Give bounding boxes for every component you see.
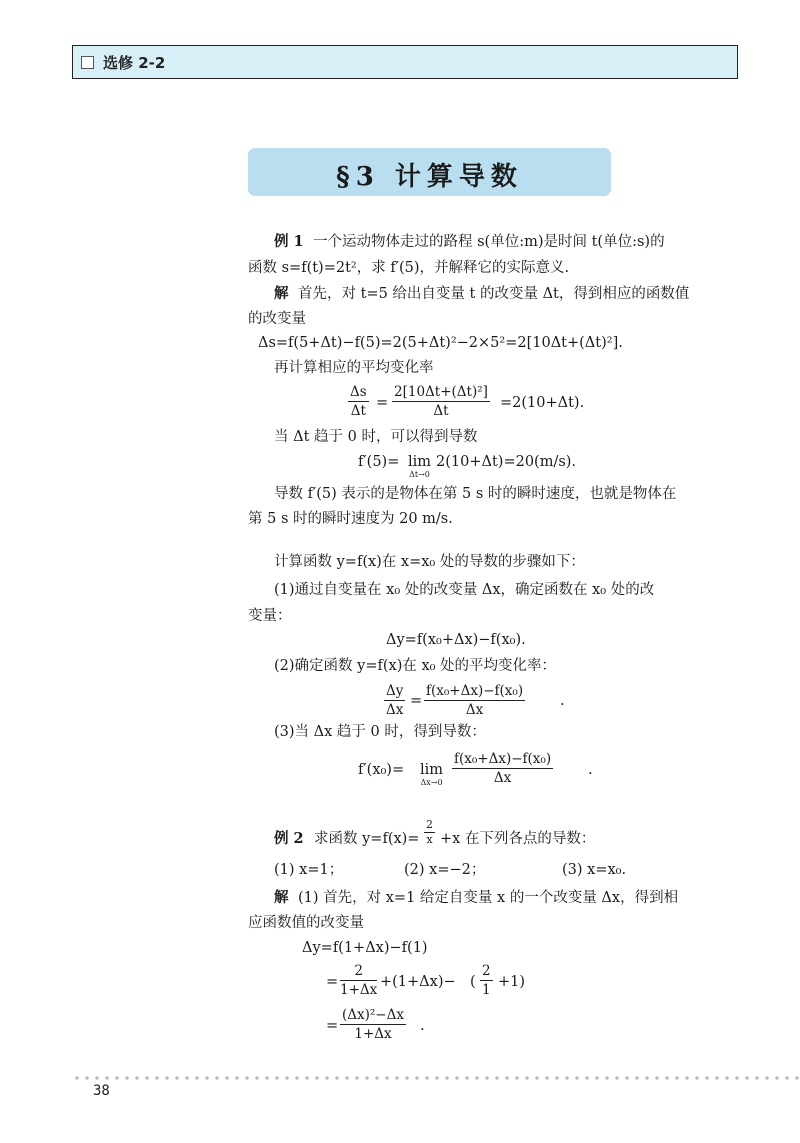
solution-2-eq3-equals: = (326, 1018, 339, 1034)
solution-2-equation-1: Δy=f(1+Δx)−f(1) (302, 940, 428, 956)
example-2-label: 例 2 (274, 830, 304, 847)
solution-1-line-5: 当 Δt 趋于 0 时，可以得到导数 (274, 429, 478, 445)
equals-sign: = (376, 395, 389, 411)
step-1-equation: Δy=f(x₀+Δx)−f(x₀). (386, 632, 526, 648)
step-2-line: (2)确定函数 y=f(x)在 x₀ 处的平均变化率： (274, 658, 557, 674)
fraction-ds-dt: $\frac{\Delta s}{\Delta t}$ (350, 384, 367, 419)
running-header (72, 45, 738, 79)
solution-1-line-2: 的改变量 (248, 311, 306, 327)
example-2-option-2: (2) x=−2； (404, 862, 486, 878)
example-2-line-1a: 求函数 y=f(x)= (314, 831, 420, 847)
header-square-icon (81, 56, 94, 69)
fraction-2-over-x: $\frac{2}{x}$ (426, 818, 433, 846)
example-2-option-1: (1) x=1； (274, 862, 344, 878)
fraction-difference-quotient: $\frac{\text{f(x₀+Δx)−f(x₀)}}{\Delta x}$ (426, 683, 524, 718)
example-1-label: 例 1 (274, 233, 304, 250)
equals-sign-2: = (410, 693, 423, 709)
limit-2-operator: lim Δx→0 (420, 762, 444, 787)
limit-1-left: f′(5)= (358, 454, 400, 470)
solution-2-eq2-end: +1) (498, 974, 526, 990)
example-1-line-2: 函数 s=f(t)=2t²，求 f′(5)，并解释它的实际意义. (248, 260, 570, 276)
solution-1-line-4: 再计算相应的平均变化率 (274, 360, 434, 376)
solution-1-line-7: 第 5 s 时的瞬时速度为 20 m/s. (248, 511, 453, 527)
fraction-average-rate: $\frac{\text{2[10Δt+(Δt)²]}}{\Delta t}$ (394, 384, 488, 419)
solution-2-line-2: 应函数值的改变量 (248, 915, 364, 931)
example-1-line-1: 一个运动物体走过的路程 s(单位:m)是时间 t(单位:s)的 (313, 234, 665, 250)
solution-2-eq2-open-paren: ( (470, 974, 476, 990)
solution-2-eq2-equals: = (326, 974, 339, 990)
footer-dotted-rule (72, 1076, 800, 1080)
example-2-line-1b: +x 在下列各点的导数： (440, 831, 596, 847)
fraction-derivative-limit: $\frac{\text{f(x₀+Δx)−f(x₀)}}{\Delta x}$ (454, 751, 552, 786)
fraction-2-over-1: $\frac{2}{1}$ (482, 963, 491, 998)
step-3-line: (3)当 Δx 趋于 0 时，得到导数： (274, 724, 486, 740)
step-1-line-1: (1)通过自变量在 x₀ 处的改变量 Δx，确定函数在 x₀ 处的改 (274, 582, 655, 598)
solution-1-line-6: 导数 f′(5) 表示的是物体在第 5 s 时的瞬时速度，也就是物体在 (274, 486, 677, 502)
solution-2-line-1: (1) 首先，对 x=1 给定自变量 x 的一个改变量 Δx，得到相 (298, 890, 679, 906)
period-2: . (588, 762, 593, 778)
fraction-2-over-1-plus-dx: $\frac{2}{1+\Delta x}$ (340, 963, 378, 998)
period: . (560, 693, 565, 709)
solution-2-eq2-middle: +(1+Δx)− (380, 974, 456, 990)
solution-1-equation-1: Δs=f(5+Δt)−f(5)=2(5+Δt)²−2×5²=2[10Δt+(Δt)²]. (258, 335, 623, 351)
solution-1-label: 解 (274, 285, 289, 302)
page-number: 38 (93, 1083, 110, 1099)
limit-1-right: 2(10+Δt)=20(m/s). (436, 454, 577, 470)
solution-1-line-1: 首先，对 t=5 给出自变量 t 的改变量 Δt，得到相应的函数值 (298, 286, 690, 302)
example-2-option-3: (3) x=x₀. (562, 862, 627, 878)
fraction-dy-dx: $\frac{\Delta y}{\Delta x}$ (386, 683, 404, 718)
fraction-result: $\frac{\text{(Δx)²−Δx}}{1+\Delta x}$ (342, 1007, 404, 1042)
section-title: §3 计算导数 (336, 162, 523, 192)
step-1-line-2: 变量： (248, 608, 292, 624)
average-rate-result: =2(10+Δt). (500, 395, 585, 411)
solution-2-label: 解 (274, 889, 289, 906)
limit-2-left: f′(x₀)= (358, 762, 405, 778)
steps-intro: 计算函数 y=f(x)在 x=x₀ 处的导数的步骤如下： (274, 554, 585, 570)
header-title: 选修 2-2 (103, 54, 166, 72)
section-title-box (248, 148, 611, 196)
limit-1-operator: lim Δt→0 (408, 454, 432, 479)
solution-2-eq3-end: . (420, 1018, 425, 1034)
